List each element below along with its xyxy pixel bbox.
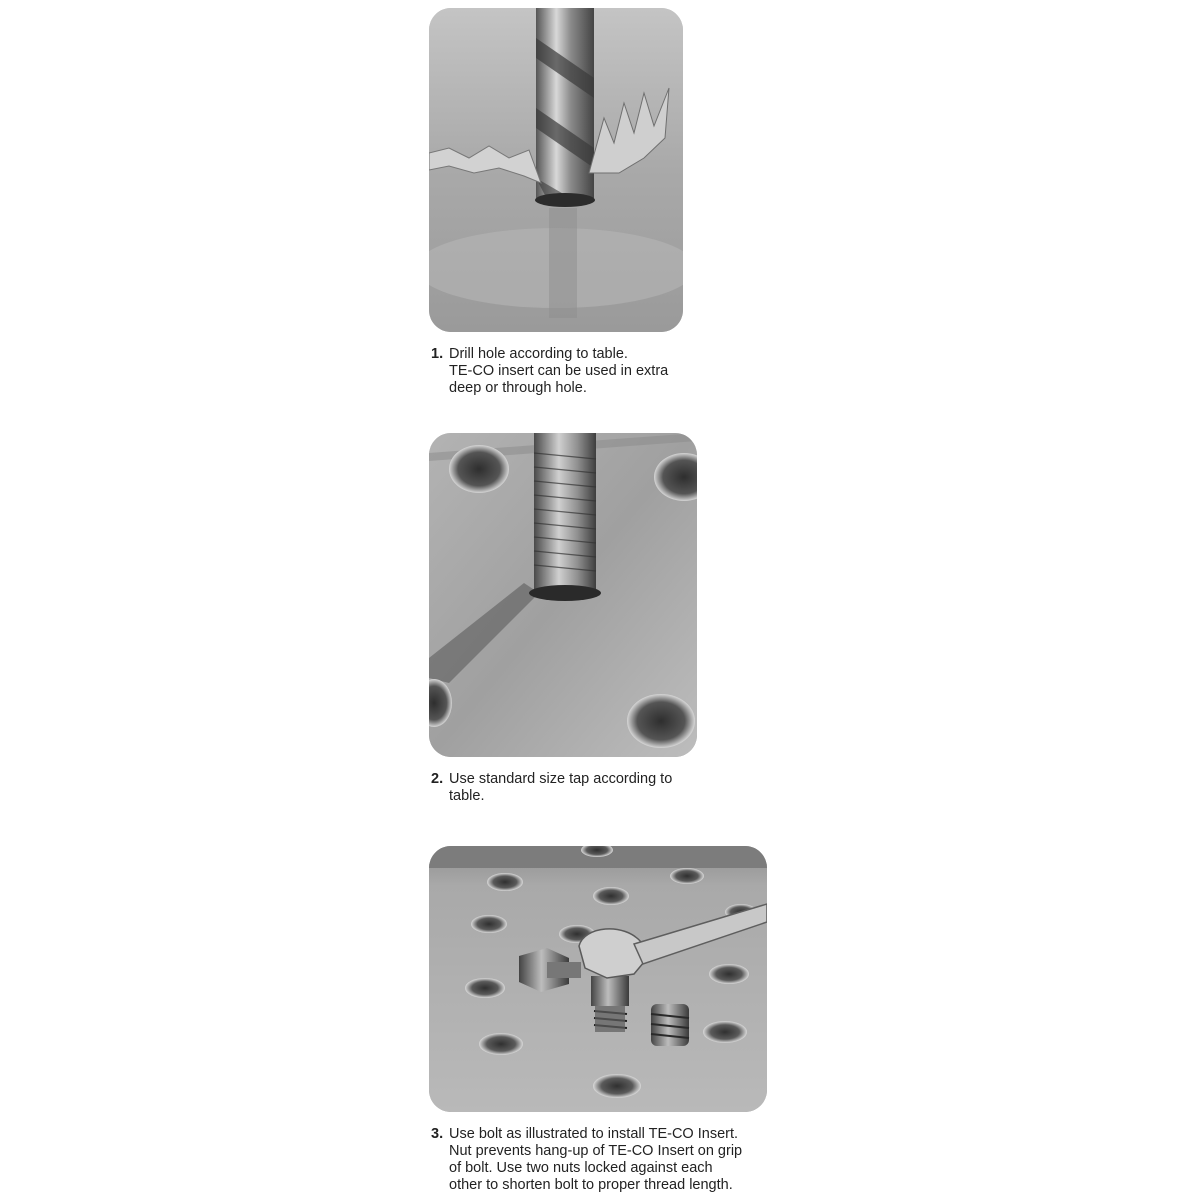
step-number: 1.: [431, 346, 444, 362]
tap-photo: [429, 433, 697, 757]
caption-line: of bolt. Use two nuts locked against each: [449, 1160, 713, 1176]
drill-bit-photo: [429, 8, 683, 332]
step-number: 2.: [431, 771, 444, 787]
caption-line: table.: [449, 788, 485, 804]
caption-line: Use bolt as illustrated to install TE-CO Insert.: [449, 1126, 739, 1142]
caption-line: Nut prevents hang-up of TE-CO Insert on grip: [449, 1143, 743, 1159]
caption-line: Use standard size tap according to: [449, 771, 673, 787]
caption-line: deep or through hole.: [449, 380, 587, 396]
caption-line: Drill hole according to table.: [449, 346, 628, 362]
bolt-wrench-photo: [429, 846, 767, 1112]
step-number: 3.: [431, 1126, 444, 1142]
caption-line: other to shorten bolt to proper thread length.: [449, 1177, 733, 1193]
caption-line: TE-CO insert can be used in extra: [449, 363, 669, 379]
